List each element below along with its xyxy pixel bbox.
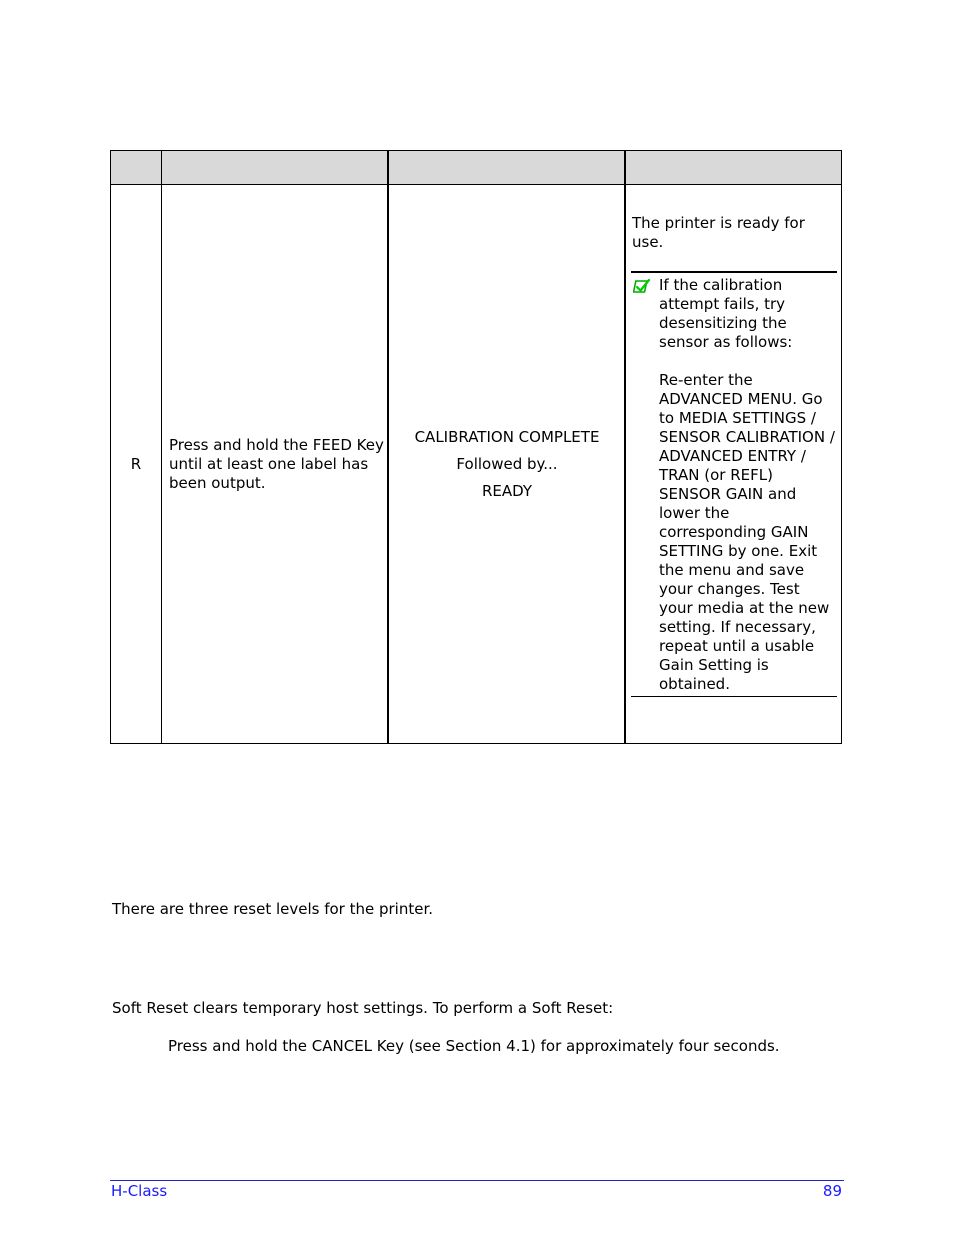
calibration-note — [631, 271, 837, 697]
display-line: READY — [481, 481, 533, 500]
result-text: The printer is ready for use. — [632, 214, 805, 251]
table-header-row — [111, 151, 841, 185]
check-icon — [633, 278, 651, 294]
soft-reset-step-text: Press and hold the CANCEL Key (see Section 4.1) for approximately four seconds. — [168, 1037, 780, 1055]
step-label: R — [130, 455, 142, 473]
column-divider — [161, 151, 162, 743]
result-cell — [627, 185, 841, 743]
display-line: Followed by... — [456, 454, 558, 473]
soft-reset-intro-text: Soft Reset clears temporary host settings. To perform a Soft Reset: — [112, 999, 614, 1017]
footer-divider — [110, 1180, 844, 1181]
note-paragraph: If the calibration attempt fails, try desensitizing the sensor as follows: — [659, 276, 793, 351]
page-number: 89 — [822, 1182, 842, 1200]
step-cell — [111, 185, 161, 743]
calibration-table — [110, 150, 842, 744]
display-cell — [389, 185, 625, 743]
reset-intro-text: There are three reset levels for the printer. — [112, 900, 434, 918]
footer-product-name: H-Class — [111, 1182, 168, 1200]
action-cell — [163, 185, 387, 743]
note-paragraph: Re-enter the ADVANCED MENU. Go to MEDIA SETTINGS / SENSOR CALIBRATION / ADVANCED ENTRY / TRAN (or REFL) SENSOR GAIN and lower the corresponding GAIN SETTING by one. Exit the menu and save your changes. Test your media at the new setting. If necessary, repeat until a usable Gain Setting is obtained. — [659, 371, 835, 693]
display-line: CALIBRATION COMPLETE — [414, 427, 600, 446]
action-text: Press and hold the FEED Key until at least one label has been output. — [169, 435, 384, 492]
